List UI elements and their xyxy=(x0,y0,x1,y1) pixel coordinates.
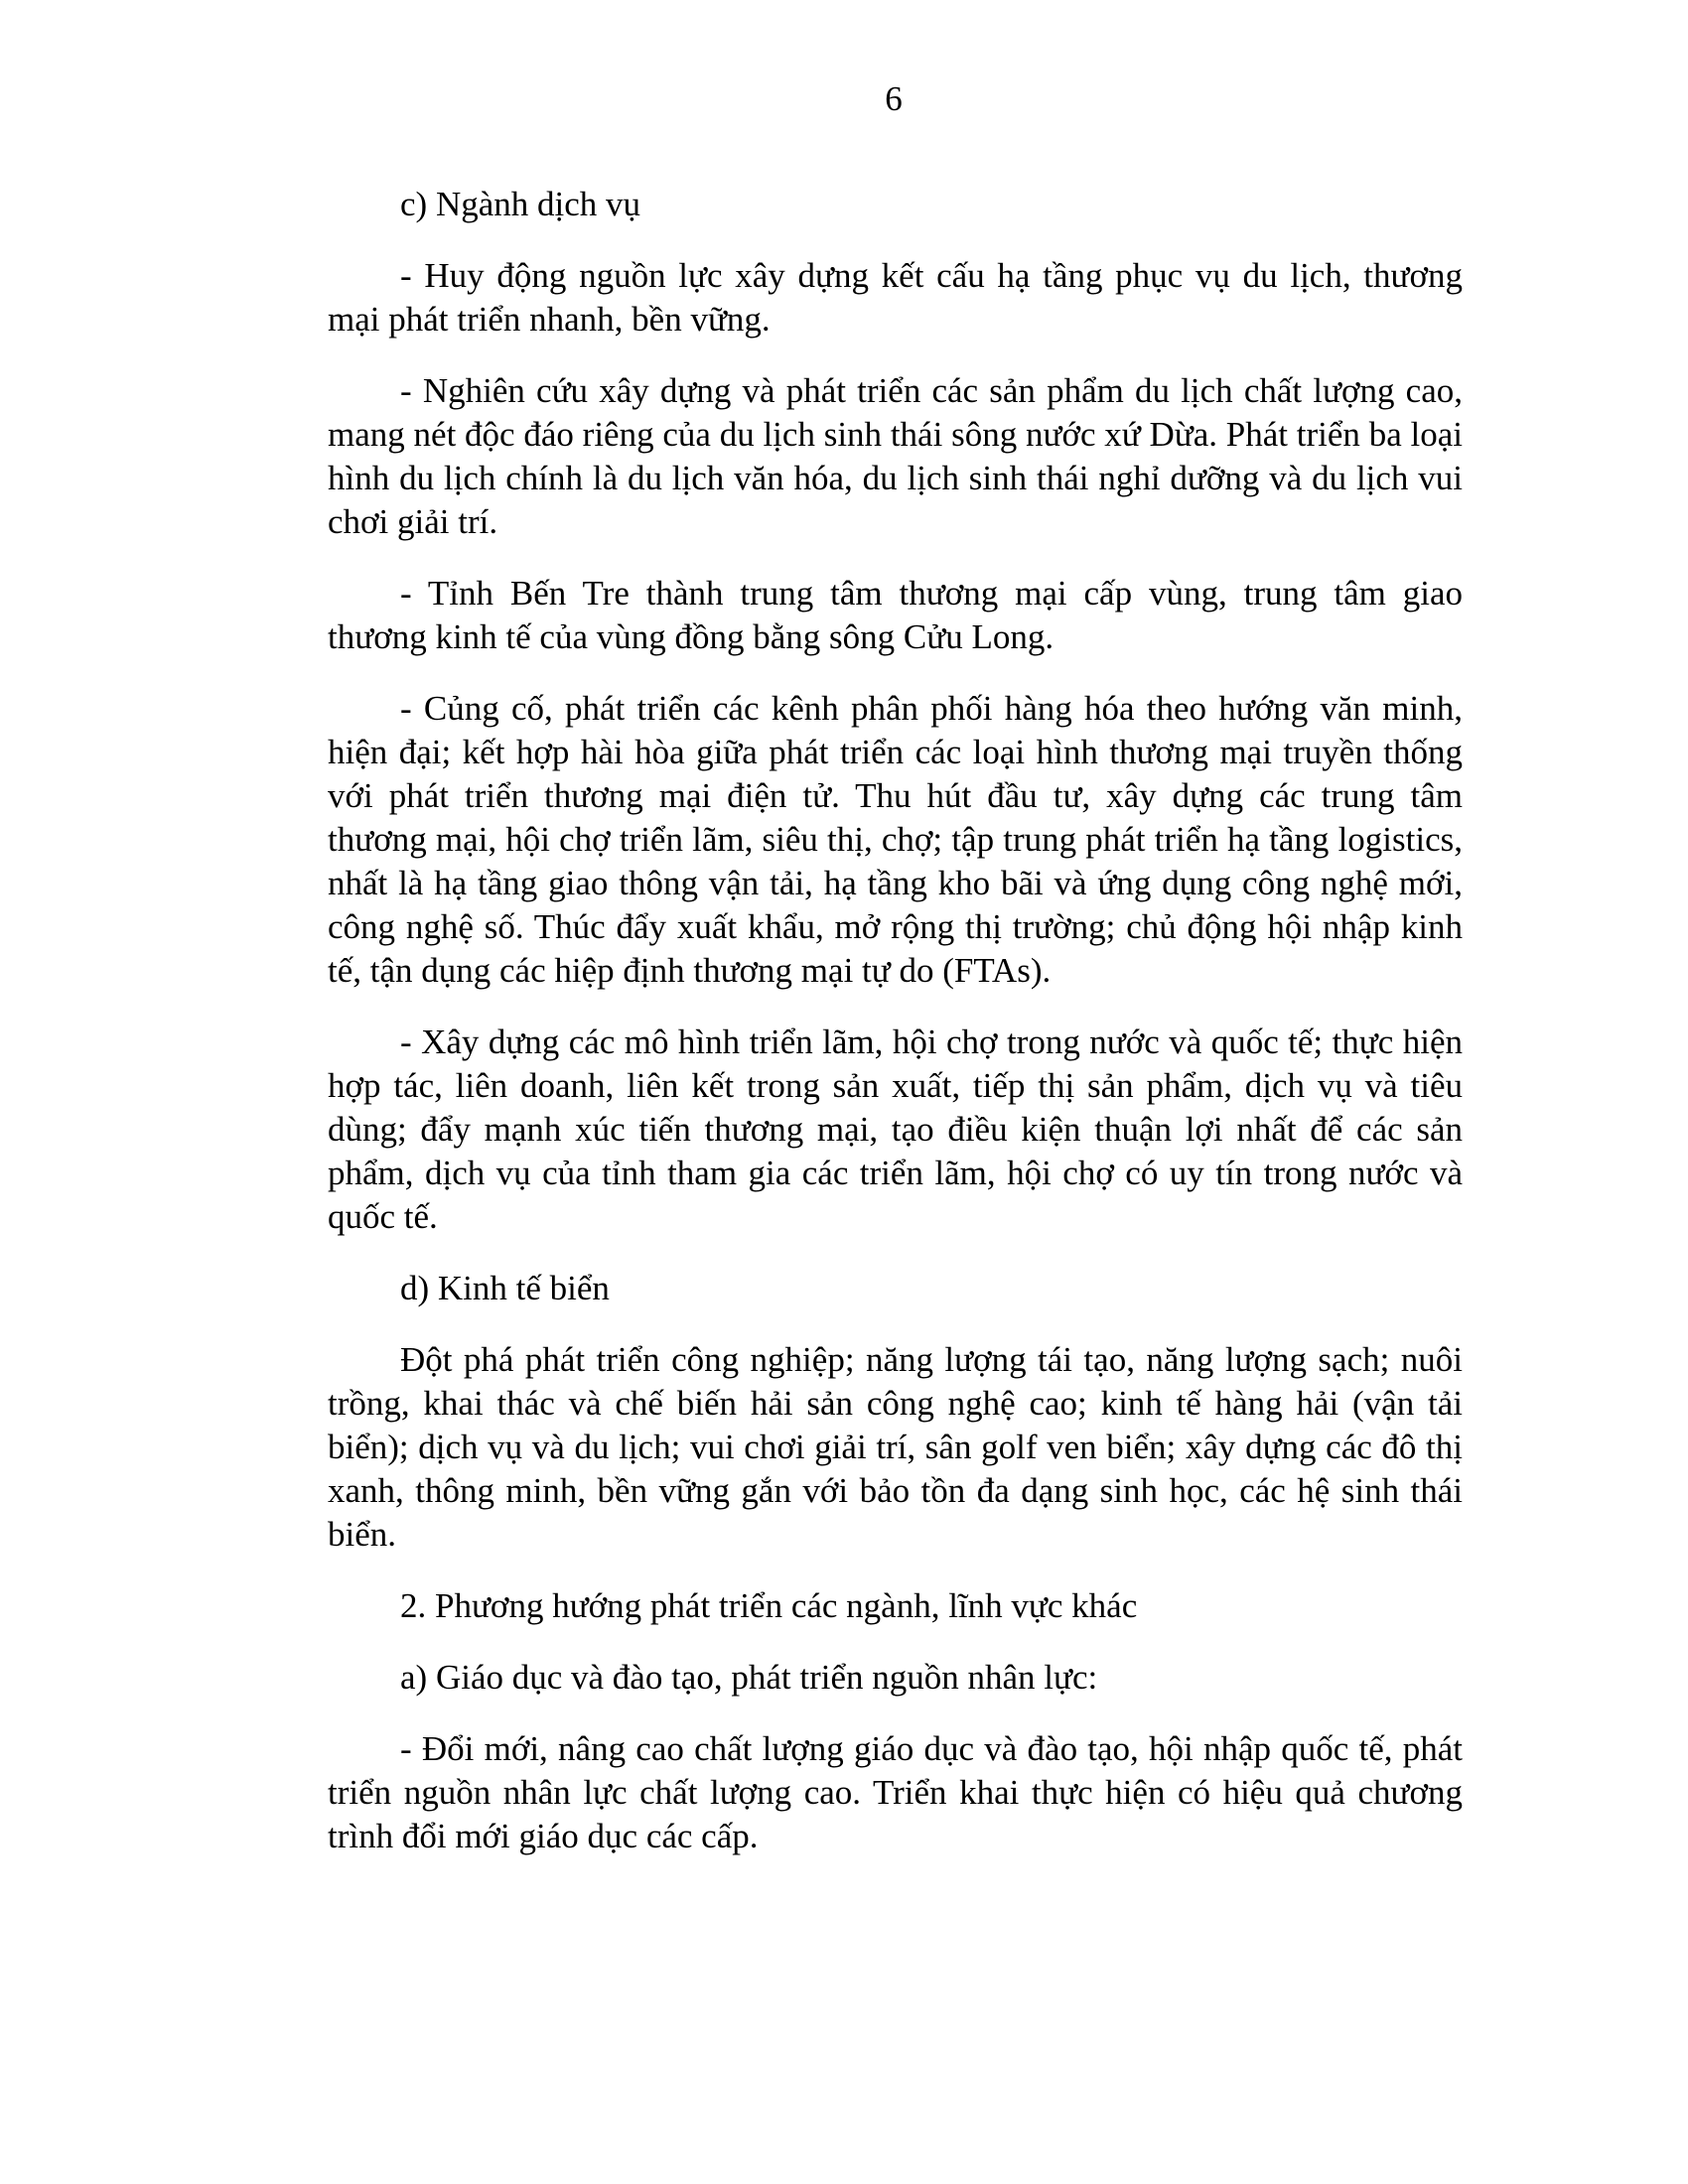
section-heading-services: c) Ngành dịch vụ xyxy=(400,185,641,223)
paragraph-marine-economy: Đột phá phát triển công nghiệp; năng lượng tái tạo, năng lượng sạch; nuôi trồng, khai thác và chế biến hải sản công nghệ cao; kinh tế hàng hải (vận tải biển); dịch vụ và du lịch; vui chơi giải trí, sân golf ven biển; xây dựng các đô thị xanh, thông minh, bền vững gắn với bảo tồn đa dạng sinh học, các hệ sinh thái biển. xyxy=(328,1340,1463,1554)
section-heading-other-sectors: 2. Phương hướng phát triển các ngành, lĩnh vực khác xyxy=(400,1586,1138,1625)
section-heading-marine-economy: d) Kinh tế biển xyxy=(400,1269,610,1307)
paragraph-tourism-infrastructure: - Huy động nguồn lực xây dựng kết cấu hạ tầng phục vụ du lịch, thương mại phát triển nhanh, bền vững. xyxy=(328,256,1463,339)
document-body xyxy=(328,183,1463,1886)
page-number: 6 xyxy=(885,79,903,118)
paragraph-exhibitions: - Xây dựng các mô hình triển lãm, hội chợ trong nước và quốc tế; thực hiện hợp tác, liên doanh, liên kết trong sản xuất, tiếp thị sản phẩm, dịch vụ và tiêu dùng; đẩy mạnh xúc tiến thương mại, tạo điều kiện thuận lợi nhất để các sản phẩm, dịch vụ của tỉnh tham gia các triển lãm, hội chợ có uy tín trong nước và quốc tế. xyxy=(328,1023,1463,1236)
paragraph-distribution-channels: - Củng cố, phát triển các kênh phân phối hàng hóa theo hướng văn minh, hiện đại; kết hợp hài hòa giữa phát triển các loại hình thương mại truyền thống với phát triển thương mại điện tử. Thu hút đầu tư, xây dựng các trung tâm thương mại, hội chợ triển lãm, siêu thị, chợ; tập trung phát triển hạ tầng logistics, nhất là hạ tầng giao thông vận tải, hạ tầng kho bãi và ứng dụng công nghệ mới, công nghệ số. Thúc đẩy xuất khẩu, mở rộng thị trường; chủ động hội nhập kinh tế, tận dụng các hiệp định thương mại tự do (FTAs). xyxy=(328,689,1463,990)
section-heading-education: a) Giáo dục và đào tạo, phát triển nguồn nhân lực: xyxy=(400,1658,1098,1697)
paragraph-tourism-products: - Nghiên cứu xây dựng và phát triển các sản phẩm du lịch chất lượng cao, mang nét độc đáo riêng của du lịch sinh thái sông nước xứ Dừa. Phát triển ba loại hình du lịch chính là du lịch văn hóa, du lịch sinh thái nghỉ dưỡng và du lịch vui chơi giải trí. xyxy=(328,371,1463,541)
paragraph-education-reform: - Đổi mới, nâng cao chất lượng giáo dục và đào tạo, hội nhập quốc tế, phát triển nguồn nhân lực chất lượng cao. Triển khai thực hiện có hiệu quả chương trình đổi mới giáo dục các cấp. xyxy=(328,1729,1463,1855)
paragraph-trade-center: - Tỉnh Bến Tre thành trung tâm thương mại cấp vùng, trung tâm giao thương kinh tế của vùng đồng bằng sông Cửu Long. xyxy=(328,574,1463,656)
